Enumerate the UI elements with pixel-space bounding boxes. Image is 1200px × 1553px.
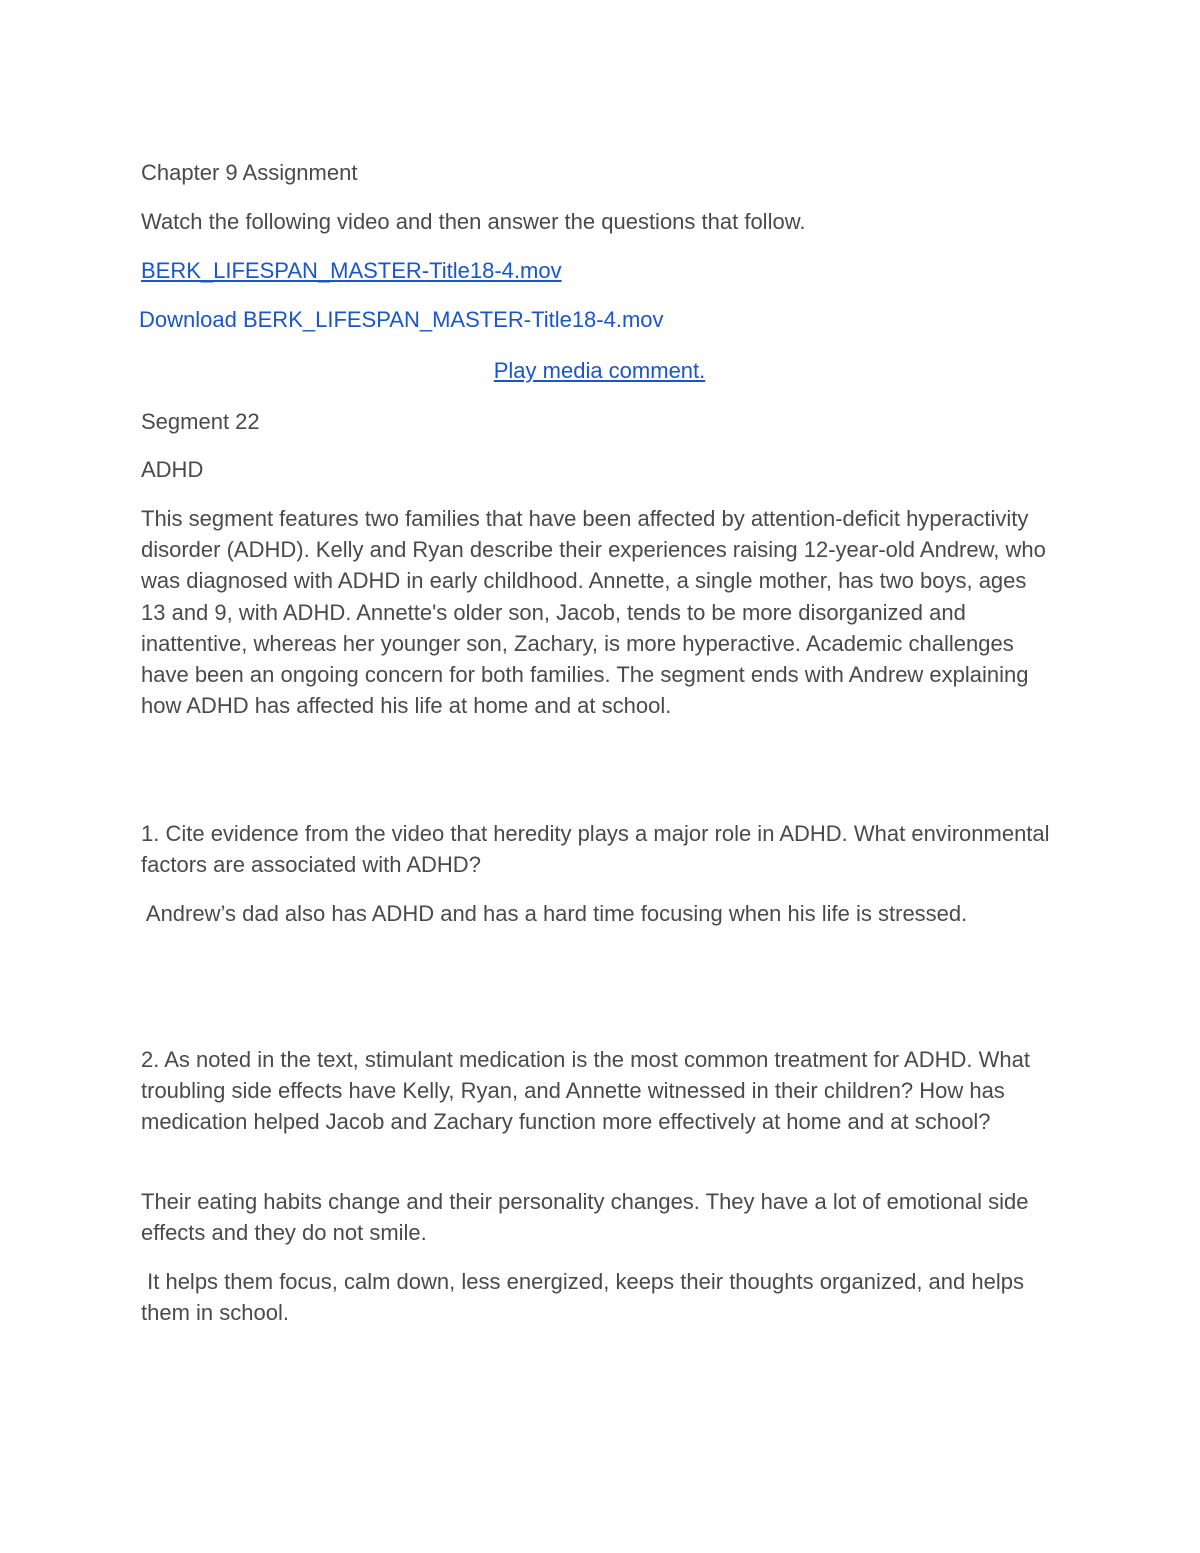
instructions-text: Watch the following video and then answer the questions that follow. xyxy=(141,209,806,234)
question-1: 1. Cite evidence from the video that heredity plays a major role in ADHD. What environmental factors are associated with ADHD? xyxy=(141,821,1050,878)
answer-2-benefits: It helps them focus, calm down, less energized, keeps their thoughts organized, and helps them in school. xyxy=(141,1269,1031,1326)
play-media-comment-link[interactable]: Play media comment. xyxy=(493,358,706,383)
topic-heading: ADHD xyxy=(141,457,204,482)
segment-description: This segment features two families that have been affected by attention-deficit hyperactivity disorder (ADHD). Kelly and Ryan describe their experiences raising 12-year-old Andrew, who was diagnosed with ADHD in early childhood. Annette, a single mother, has two boys, ages 13 and 9, with ADHD. Annette's older son, Jacob, tends to be more disorganized and inattentive, whereas her younger son, Zachary, is more hyperactive. Academic challenges have been an ongoing concern for both families. The segment ends with Andrew explaining how ADHD has affected his life at home and at school. xyxy=(141,506,1046,719)
question-2: 2. As noted in the text, stimulant medication is the most common treatment for ADHD. What troubling side effects have Kelly, Ryan, and Annette witnessed in their children? How has medication helped Jacob and Zachary function more effectively at home and at school? xyxy=(141,1047,1030,1135)
download-video-link[interactable]: Download BERK_LIFESPAN_MASTER-Title18-4.mov xyxy=(139,307,664,332)
video-link-line xyxy=(141,255,562,286)
media-comment-line xyxy=(141,355,1058,386)
answer-1: Andrew’s dad also has ADHD and has a hard time focusing when his life is stressed. xyxy=(141,901,968,926)
document-title: Chapter 9 Assignment xyxy=(141,160,358,185)
download-link-line xyxy=(139,304,664,335)
answer-2-side-effects: Their eating habits change and their personality changes. They have a lot of emotional side effects and they do not smile. xyxy=(141,1189,1029,1246)
segment-label: Segment 22 xyxy=(141,409,260,434)
video-link[interactable]: BERK_LIFESPAN_MASTER-Title18-4.mov xyxy=(141,258,562,283)
